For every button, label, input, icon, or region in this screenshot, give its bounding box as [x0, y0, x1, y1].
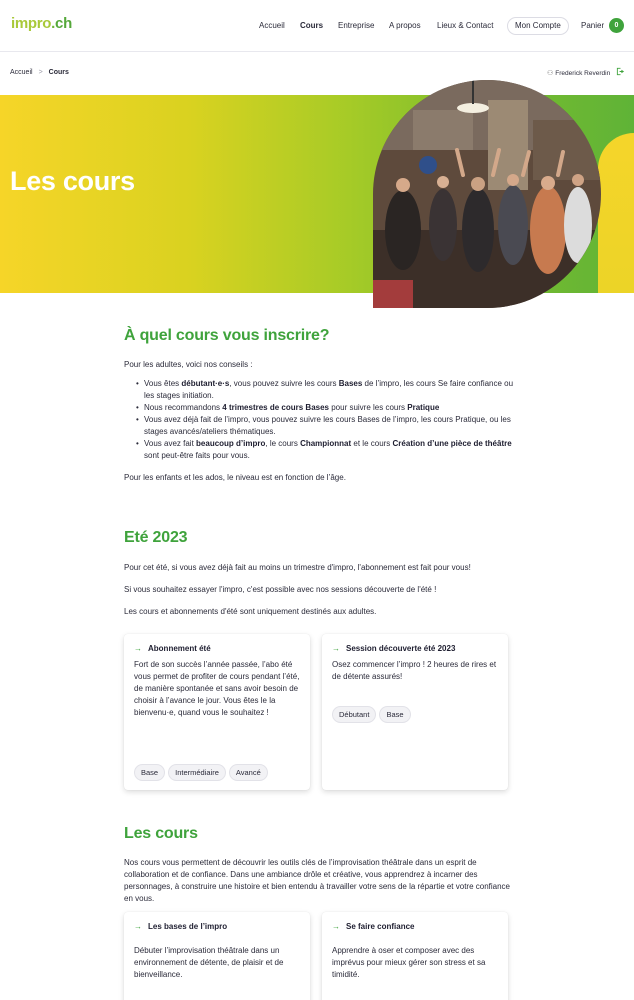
nav-lieux-contact[interactable]: Lieux & Contact: [437, 21, 494, 30]
site-header: [0, 0, 634, 52]
nav-cours[interactable]: Cours: [300, 21, 324, 30]
summer-text-2: Si vous souhaitez essayer l'impro, c'est possible avec nos sessions découverte de l'été !: [124, 585, 437, 594]
nav-accueil[interactable]: Accueil: [259, 21, 285, 30]
user-icon: ⚇: [547, 70, 554, 77]
level-tag: Base: [379, 706, 410, 723]
level-tag: Avancé: [229, 764, 268, 781]
hero-accent-shape: [598, 133, 634, 293]
intro-section: [124, 327, 514, 484]
tip-item: • Nous recommandons 4 trimestres de cours Bases pour suivre les cours Pratique: [136, 402, 514, 414]
logo-text: impro: [11, 15, 52, 32]
arrow-right-icon: →: [134, 644, 142, 653]
card-description: Fort de son succès l’année passée, l’abo été vous permet de profiter de cours pendant l’été, de manière spontanée et sans avoir besoin de choisir à l’avance le jour. Vous êtes le la bienvenu·e, quand vous le souhaitez !: [134, 660, 300, 717]
card-tags: [134, 762, 271, 781]
intro-heading: À quel cours vous inscrire?: [124, 327, 330, 344]
account-button[interactable]: Mon Compte: [507, 17, 569, 35]
main-nav: [0, 17, 634, 35]
level-tag: Intermédiaire: [168, 764, 226, 781]
intro-lead: Pour les adultes, voici nos conseils :: [124, 360, 253, 369]
card-description: Apprendre à oser et composer avec des imprévus pour mieux gérer son stress et sa timidité.: [332, 946, 486, 979]
tip-item: • Vous avez déjà fait de l’impro, vous pouvez suivre les cours Bases de l’impro, les cours Pratique, ou les stages avancés/ateliers thématiques.: [136, 414, 514, 438]
logout-icon[interactable]: [616, 67, 625, 78]
summer-section: [124, 529, 514, 618]
nav-entreprise[interactable]: Entreprise: [338, 21, 375, 30]
hero-photo: [373, 80, 601, 308]
course-card-bases[interactable]: [124, 912, 310, 1000]
cart-count-badge[interactable]: 0: [609, 18, 624, 33]
breadcrumb: [10, 69, 69, 76]
cart-link[interactable]: Panier: [581, 21, 605, 30]
level-tag: Base: [134, 764, 165, 781]
card-title[interactable]: → Les bases de l’impro: [134, 922, 228, 931]
user-info[interactable]: [547, 69, 610, 77]
nav-a-propos[interactable]: A propos: [389, 21, 421, 30]
kids-note: Pour les enfants et les ados, le niveau est en fonction de l’âge.: [124, 473, 346, 482]
arrow-right-icon: →: [332, 922, 340, 931]
user-name: Frederick Reverdin: [555, 70, 611, 77]
page-title: Les cours: [10, 166, 135, 196]
course-card-abonnement-ete[interactable]: [124, 634, 310, 790]
arrow-right-icon: →: [332, 644, 340, 653]
summer-text-1: Pour cet été, si vous avez déjà fait au moins un trimestre d'impro, l'abonnement est fait pour vous!: [124, 563, 471, 572]
card-description: Débuter l’improvisation théâtrale dans un environnement de détente, de plaisir et de bienveillance.: [134, 946, 284, 979]
tip-item: • Vous êtes débutant·e·s, vous pouvez suivre les cours Bases de l’impro, les cours Se faire confiance ou les stages initiation.: [136, 378, 514, 402]
level-tag: Débutant: [332, 706, 376, 723]
courses-intro: Nos cours vous permettent de découvrir les outils clés de l’improvisation théâtrale dans un esprit de collaboration et de confiance. Dans une ambiance drôle et créative, vous apprendrez à incarner des personnages, à construire une histoire et bien entendu à travailler votre sens de la répartie et votre confiance en vous.: [124, 858, 511, 903]
arrow-right-icon: →: [134, 922, 142, 931]
tip-item: • Vous avez fait beaucoup d’impro, le cours Championnat et le cours Création d’une pièce de théâtre sont peut-être faits pour vous.: [136, 438, 514, 462]
courses-section: [124, 825, 514, 905]
card-description: Osez commencer l’impro ! 2 heures de rires et de détente assurés!: [332, 660, 497, 681]
tips-list: [136, 378, 514, 462]
breadcrumb-current: Cours: [48, 69, 69, 76]
course-card-session-decouverte[interactable]: [322, 634, 508, 790]
card-title[interactable]: → Abonnement été: [134, 644, 211, 653]
card-tags: [332, 704, 414, 723]
logo-dot: .: [51, 15, 56, 32]
courses-heading: Les cours: [124, 825, 198, 842]
summer-text-3: Les cours et abonnements d'été sont uniquement destinés aux adultes.: [124, 607, 377, 616]
card-title[interactable]: → Session découverte été 2023: [332, 644, 456, 653]
summer-heading: Eté 2023: [124, 529, 188, 546]
card-title[interactable]: → Se faire confiance: [332, 922, 415, 931]
breadcrumb-separator: >: [38, 69, 43, 76]
breadcrumb-home[interactable]: Accueil: [10, 69, 33, 76]
course-card-se-faire-confiance[interactable]: [322, 912, 508, 1000]
logo-suffix: ch: [55, 15, 72, 32]
